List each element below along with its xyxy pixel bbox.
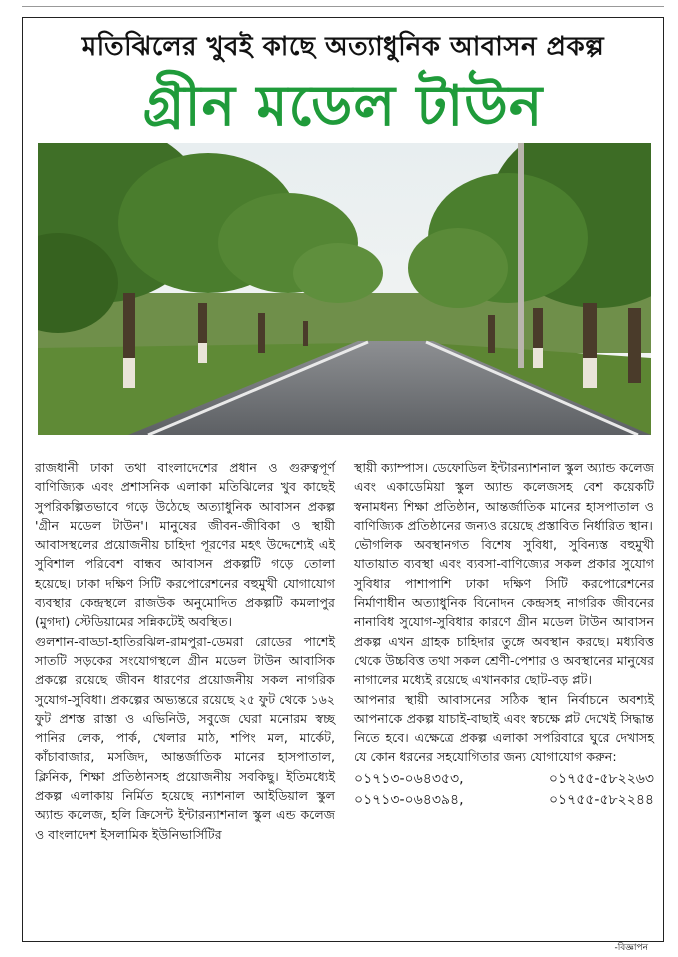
text-column-left [35, 458, 335, 844]
ad-label: -বিজ্ঞাপন [614, 943, 648, 953]
ad-headline: মতিঝিলের খুবই কাছে অত্যাধুনিক আবাসন প্রকল্প [81, 32, 605, 62]
phone-number: ০১৭১৩-০৬৪৩৯৪, [354, 791, 464, 808]
text-column-right [354, 458, 654, 811]
phone-number: ০১৭৫৫-৫৮২২৬৩ [548, 770, 654, 787]
road-photo [38, 143, 651, 435]
paragraph: স্থায়ী ক্যাম্পাস। ডেফোডিল ইন্টারন্যাশনাল স্কুল অ্যান্ড কলেজ এবং একাডেমিয়া স্কুল অ্যান্ড কলেজসহ বেশ কয়েকটি স্বনামধন্য শিক্ষা প্রতিষ্ঠান, আন্তর্জাতিক মানের হাসপাতাল ও বাণিজ্যিক প্রতিষ্ঠানের জন্যও রয়েছে প্রস্তাবিত নির্ধারিত স্থান। [354, 460, 654, 533]
phone-numbers [354, 769, 654, 811]
phone-number: ০১৭১৩-০৬৪৩৫৩, [354, 770, 464, 787]
phone-number: ০১৭৫৫-৫৮২২৪৪ [548, 791, 654, 808]
page-top-rule [22, 0, 664, 7]
paragraph: রাজধানী ঢাকা তথা বাংলাদেশের প্রধান ও গুরুত্বপূর্ণ বাণিজ্যিক এবং প্রশাসনিক এলাকা মতিঝিলের খুব কাছেই সুপরিকল্পিতভাবে গড়ে উঠেছে অত্যাধুনিক আবাসন প্রকল্প 'গ্রীন মডেল টাউন'। মানুষের জীবন-জীবিকা ও স্থায়ী আবাসস্থলের প্রয়োজনীয় চাহিদা পূরণের মহৎ উদ্দেশ্যেই এই সুবিশাল পরিবেশ বান্ধব আবাসন প্রকল্পটি গড়ে তোলা হয়েছে। ঢাকা দক্ষিণ সিটি করপোরেশনের বহুমুখী যোগাযোগ ব্যবস্থার কেন্দ্রস্থলে রাজউক অনুমোদিত প্রকল্পটি কমলাপুর (মুগদা) স্টেডিয়ামের সন্নিকটেই অবস্থিত। [35, 460, 335, 630]
ad-title: গ্রীন মডেল টাউন [142, 74, 544, 139]
paragraph: গুলশান-বাড্ডা-হাতিরঝিল-রামপুরা-ডেমরা রোডের পাশেই সাতটি সড়কের সংযোগস্থলে গ্রীন মডেল টাউন আবাসিক প্রকল্পে রয়েছে জীবন ধারণের প্রয়োজনীয় সকল নাগরিক সুযোগ-সুবিধা। প্রকল্পের অভ্যন্তরে রয়েছে ২৫ ফুট থেকে ১৬২ ফুট প্রশস্ত রাস্তা ও এভিনিউ, সবুজে ঘেরা মনোরম স্বচ্ছ পানির লেক, পার্ক, খেলার মাঠ, শপিং মল, মার্কেট, কাঁচাবাজার, মসজিদ, আন্তর্জাতিক মানের হাসপাতাল, ক্লিনিক, শিক্ষা প্রতিষ্ঠানসহ প্রয়োজনীয় সবকিছু। ইতিমধ্যেই প্রকল্প এলাকায় নির্মিত হয়েছে ন্যাশনাল আইডিয়াল স্কুল অ্যান্ড কলেজ, হলি ক্রিসেন্ট ইন্টারন্যাশনাল স্কুল এন্ড কলেজ ও বাংলাদেশ ইসলামিক ইউনিভার্সিটির [35, 633, 335, 842]
paragraph: ভৌগলিক অবস্থানগত বিশেষ সুবিধা, সুবিন্যস্ত বহুমুখী যাতায়াত ব্যবস্থা এবং ব্যবসা-বাণিজ্যের সকল প্রকার সুযোগ সুবিধার পাশাপাশি ঢাকা দক্ষিণ সিটি করপোরেশনের নির্মাণাধীন অত্যাধুনিক বিনোদন কেন্দ্রসহ নাগরিক জীবনের নানাবিধ সুযোগ-সুবিধার কারণে গ্রীন মডেল টাউন আবাসন প্রকল্প এখন গ্রাহক চাহিদার তুঙ্গে অবস্থান করছে। মধ্যবিত্ত থেকে উচ্চবিত্ত তথা সকল শ্রেণী-পেশার ও অবস্থানের মানুষের নাগালের মধ্যেই রয়েছে এখানকার ছোট-বড় প্লট। [354, 537, 654, 688]
paragraph: আপনার স্থায়ী আবাসনের সঠিক স্থান নির্বাচনে অবশ্যই আপনাকে প্রকল্প যাচাই-বাছাই এবং স্বচক্ষে প্লট দেখেই সিদ্ধান্ত নিতে হবে। এক্ষেত্রে প্রকল্প এলাকা সপরিবারে ঘুরে দেখাসহ যে কোন ধরনের সহযোগিতার জন্য যোগাযোগ করুন: [354, 691, 654, 765]
tree-lined-road-image [38, 143, 651, 435]
